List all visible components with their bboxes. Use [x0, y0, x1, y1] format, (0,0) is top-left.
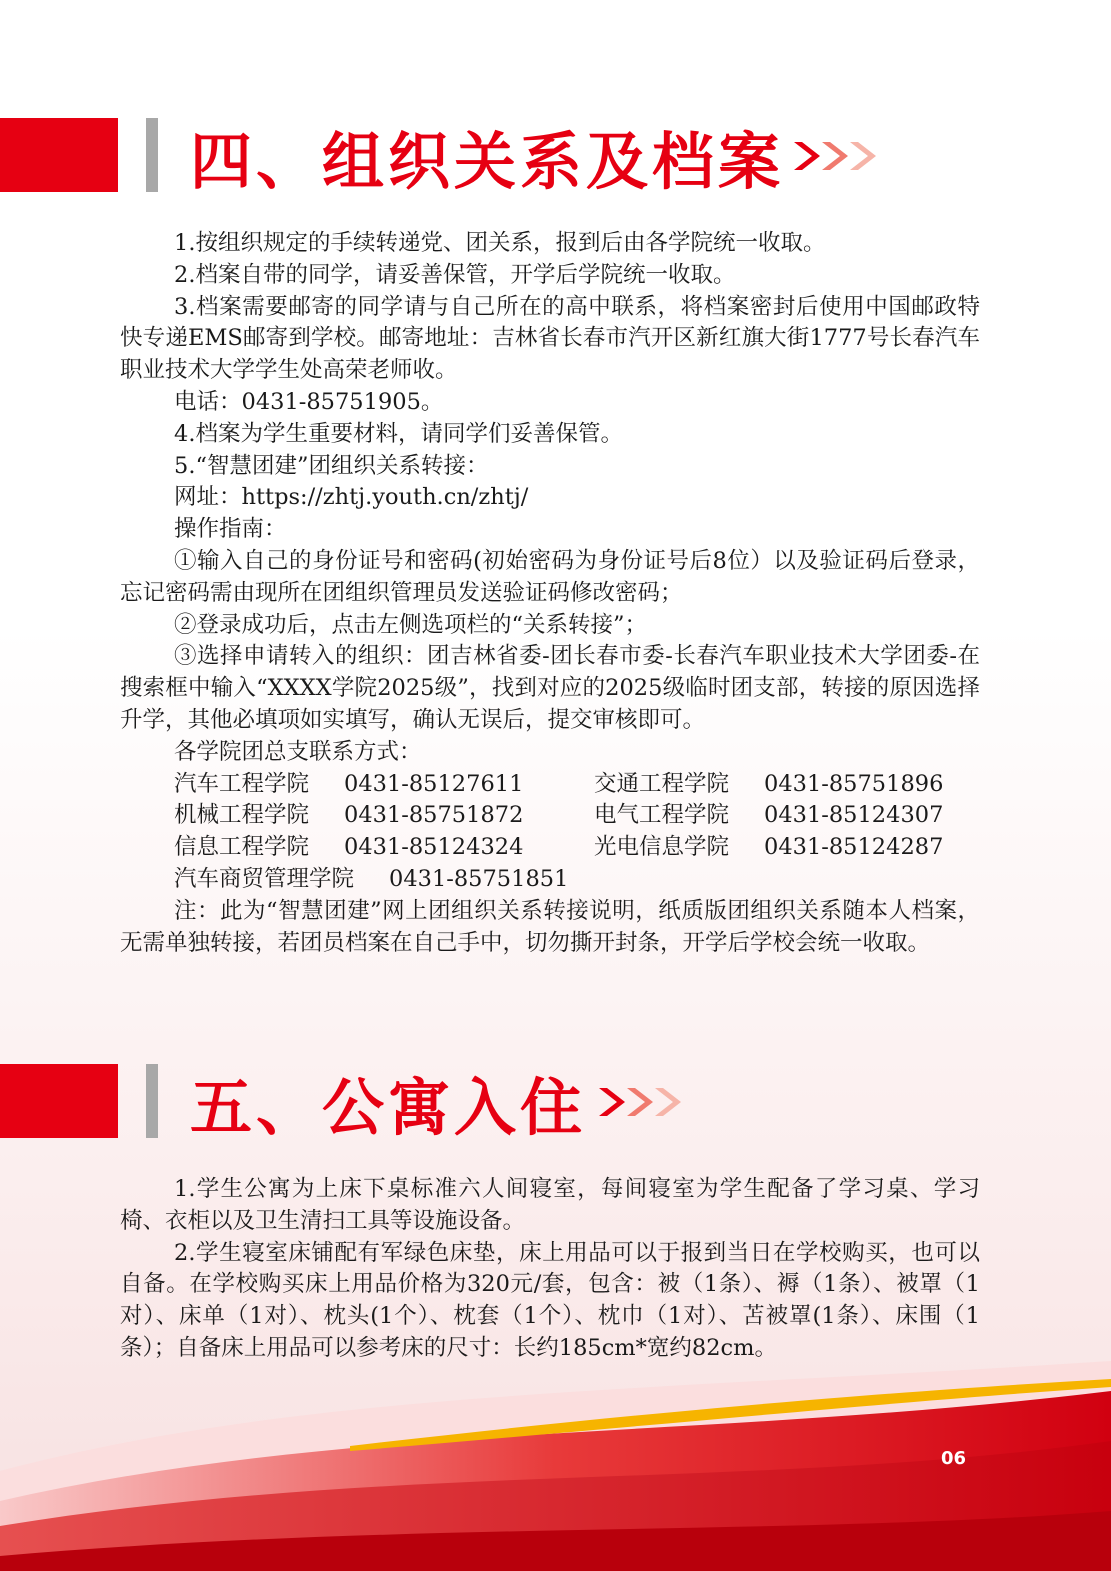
- red-block-decoration: [0, 118, 118, 192]
- section-4-header: [0, 118, 1111, 198]
- section-5-header: [0, 1064, 1111, 1144]
- college-name: 信息工程学院: [174, 834, 310, 861]
- college-phone: 0431-85751872: [344, 802, 524, 829]
- college-phone: 0431-85127611: [344, 770, 524, 797]
- college-phone: 0431-85124324: [344, 834, 524, 861]
- contacts-heading: 各学院团总支联系方式：: [174, 738, 422, 765]
- college-phone: 0431-85124287: [764, 834, 944, 861]
- paragraph: 4.档案为学生重要材料，请同学们妥善保管。: [174, 420, 623, 447]
- red-block-decoration: [0, 1064, 118, 1138]
- chevron-arrows-icon: [790, 136, 890, 176]
- college-name: 汽车工程学院: [174, 770, 310, 797]
- paragraph: 2.档案自带的同学，请妥善保管，开学后学院统一收取。: [174, 261, 736, 288]
- guide-heading: 操作指南：: [174, 516, 287, 543]
- paragraph: 1.学生公寓为上床下桌标准六人间寝室，每间寝室为学生配备了学习桌、学习椅、衣柜以及卫生清扫工具等设施设备。: [120, 1176, 980, 1234]
- paragraph: 2.学生寝室床铺配有军绿色床垫，床上用品可以于报到当日在学校购买，也可以自备。在学校购买床上用品价格为320元/套，包含：被（1条）、褥（1条）、被罩（1对）、床单（1对）、枕头(1个）、枕套（1个）、枕巾（1对）、苫被罩(1条）、床围（1条）；自备床上用品可以参考床的尺寸：长约185cm*宽约82cm。: [120, 1239, 980, 1361]
- guide-step-3: ③选择申请转入的组织：团吉林省委-团长春市委-长春汽车职业技术大学团委-在搜索框中输入“XXXX学院2025级”，找到对应的2025级临时团支部，转接的原因选择升学，其他必填项如实填写，确认无误后，提交审核即可。: [120, 643, 980, 733]
- page-number: 06: [940, 1448, 966, 1469]
- section-5-body: [120, 1174, 980, 1365]
- section-4-body: [120, 228, 980, 959]
- paragraph: 5.“智慧团建”团组织关系转接：: [174, 452, 489, 479]
- college-phone: 0431-85751896: [764, 770, 944, 797]
- paragraph: 3.档案需要邮寄的同学请与自己所在的高中联系，将档案密封后使用中国邮政特快专递EMS邮寄到学校。邮寄地址：吉林省长春市汽开区新红旗大街1777号长春汽车职业技术大学学生处高荣老师收。: [120, 293, 980, 384]
- contact-row: [120, 800, 980, 832]
- website-line: 网址：https://zhtj.youth.cn/zhtj/: [174, 484, 529, 511]
- guide-step-2: ②登录成功后，点击左侧选项栏的“关系转接”；: [174, 611, 648, 638]
- college-phone: 0431-85124307: [764, 802, 944, 829]
- college-name: 汽车商贸管理学院: [174, 865, 355, 892]
- college-name: 光电信息学院: [594, 834, 730, 861]
- college-name: 电气工程学院: [594, 802, 730, 829]
- phone-line: 电话：0431-85751905。: [174, 388, 444, 415]
- grey-bar-decoration: [146, 1064, 158, 1138]
- contact-row: [120, 864, 980, 896]
- guide-step-1: ①输入自己的身份证号和密码(初始密码为身份证号后8位）以及验证码后登录，忘记密码需由现所在团组织管理员发送验证码修改密码；: [120, 547, 980, 606]
- paragraph: 1.按组织规定的手续转递党、团关系，报到后由各学院统一收取。: [174, 230, 826, 256]
- contact-row: [120, 769, 980, 801]
- college-phone: 0431-85751851: [389, 865, 569, 892]
- grey-bar-decoration: [146, 118, 158, 192]
- chevron-arrows-icon: [595, 1082, 695, 1122]
- college-name: 交通工程学院: [594, 770, 730, 797]
- college-name: 机械工程学院: [174, 802, 310, 829]
- section-4-title: 四、组织关系及档案: [190, 125, 785, 198]
- section-5-title: 五、公寓入住: [190, 1071, 587, 1144]
- contact-row: [120, 832, 980, 864]
- note-paragraph: 注：此为“智慧团建”网上团组织关系转接说明，纸质版团组织关系随本人档案，无需单独转接，若团员档案在自己手中，切勿撕开封条，开学后学校会统一收取。: [120, 897, 980, 956]
